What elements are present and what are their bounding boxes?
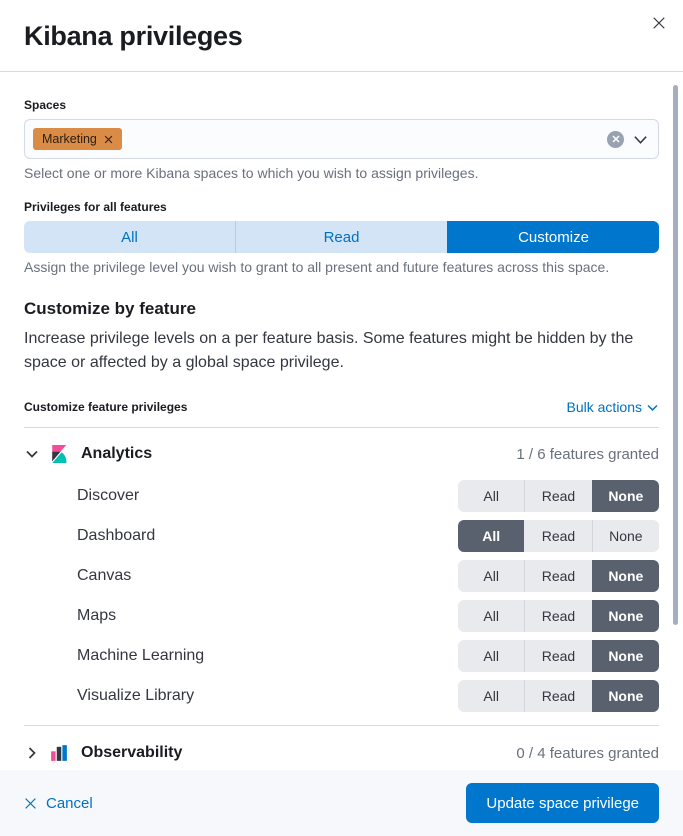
- machine-learning-all-button[interactable]: All: [458, 640, 524, 672]
- customize-by-feature-heading: Customize by feature: [24, 299, 196, 318]
- remove-space-icon[interactable]: [104, 135, 113, 144]
- dashboard-privilege-group: [458, 520, 659, 552]
- bulk-actions-chevron-down-icon: [646, 401, 659, 414]
- discover-privilege-group: [458, 480, 659, 512]
- feature-row-visualize-library: [24, 676, 659, 716]
- maps-read-button[interactable]: Read: [524, 600, 591, 632]
- combobox-chevron-down-icon[interactable]: [633, 132, 648, 147]
- machine-learning-none-button[interactable]: None: [592, 640, 659, 672]
- category-row-analytics: [24, 428, 659, 476]
- dashboard-all-button[interactable]: All: [458, 520, 524, 552]
- feature-name: Maps: [77, 607, 117, 624]
- category-row-observability: [24, 726, 659, 774]
- observability-granted-count: 0 / 4 features granted: [516, 744, 659, 762]
- clear-selection-icon[interactable]: [607, 131, 624, 148]
- dashboard-read-button[interactable]: Read: [524, 520, 591, 552]
- feature-table-header: [24, 399, 659, 415]
- visualize-library-privilege-group: [458, 680, 659, 712]
- feature-row-maps: [24, 596, 659, 636]
- cancel-button[interactable]: [24, 795, 93, 812]
- canvas-read-button[interactable]: Read: [524, 560, 591, 592]
- feature-row-canvas: [24, 556, 659, 596]
- feature-name: Machine Learning: [77, 647, 205, 664]
- combobox-controls: [607, 120, 648, 158]
- machine-learning-read-button[interactable]: Read: [524, 640, 591, 672]
- canvas-all-button[interactable]: All: [458, 560, 524, 592]
- update-space-privilege-button[interactable]: Update space privilege: [466, 783, 659, 823]
- observability-logo-icon: [50, 744, 68, 762]
- modal-header: [0, 0, 683, 72]
- maps-all-button[interactable]: All: [458, 600, 524, 632]
- base-privilege-all-button[interactable]: All: [24, 221, 235, 253]
- space-badge-label: Marketing: [42, 132, 97, 146]
- category-name: Observability: [81, 744, 183, 761]
- feature-row-machine-learning: [24, 636, 659, 676]
- visualize-library-all-button[interactable]: All: [458, 680, 524, 712]
- base-privileges-group: [24, 221, 659, 253]
- analytics-logo-icon: [50, 445, 68, 463]
- discover-none-button[interactable]: None: [592, 480, 659, 512]
- base-privilege-read-button[interactable]: Read: [235, 221, 447, 253]
- close-icon[interactable]: [648, 11, 672, 35]
- discover-all-button[interactable]: All: [458, 480, 524, 512]
- base-privilege-customize-button[interactable]: Customize: [447, 221, 659, 253]
- spaces-label: Spaces: [24, 98, 67, 112]
- observability-expand-chevron-right-icon[interactable]: [24, 745, 40, 761]
- page-title: Kibana privileges: [24, 21, 243, 51]
- machine-learning-privilege-group: [458, 640, 659, 672]
- canvas-privilege-group: [458, 560, 659, 592]
- bulk-actions-button[interactable]: [567, 399, 659, 415]
- customize-feature-privileges-label: Customize feature privileges: [24, 399, 188, 414]
- analytics-collapse-chevron-down-icon[interactable]: [24, 446, 40, 462]
- feature-row-dashboard: [24, 516, 659, 556]
- feature-name: Discover: [77, 487, 140, 504]
- visualize-library-none-button[interactable]: None: [592, 680, 659, 712]
- space-badge[interactable]: [33, 128, 122, 150]
- cancel-x-icon: [24, 797, 37, 810]
- modal-footer: [0, 770, 683, 836]
- spaces-help-text: Select one or more Kibana spaces to which you wish to assign privileges.: [24, 165, 479, 181]
- base-privileges-label: Privileges for all features: [24, 200, 167, 214]
- maps-privilege-group: [458, 600, 659, 632]
- analytics-granted-count: 1 / 6 features granted: [516, 445, 659, 463]
- feature-name: Canvas: [77, 567, 132, 584]
- spaces-combobox[interactable]: [24, 119, 659, 159]
- modal-body: [0, 72, 683, 774]
- bulk-actions-label: Bulk actions: [566, 399, 642, 415]
- feature-row-discover: [24, 476, 659, 516]
- feature-name: Dashboard: [77, 527, 156, 544]
- canvas-none-button[interactable]: None: [592, 560, 659, 592]
- scrollbar-thumb[interactable]: [673, 85, 678, 625]
- customize-description: Increase privilege levels on a per feature basis. Some features might be hidden by the space or affected by a global space privilege.: [24, 330, 634, 371]
- visualize-library-read-button[interactable]: Read: [524, 680, 591, 712]
- discover-read-button[interactable]: Read: [524, 480, 591, 512]
- maps-none-button[interactable]: None: [592, 600, 659, 632]
- base-privileges-help-text: Assign the privilege level you wish to grant to all present and future features across this space.: [24, 259, 610, 275]
- cancel-label: Cancel: [46, 794, 93, 812]
- category-name: Analytics: [81, 445, 153, 462]
- feature-name: Visualize Library: [77, 687, 195, 704]
- dashboard-none-button[interactable]: None: [592, 520, 659, 552]
